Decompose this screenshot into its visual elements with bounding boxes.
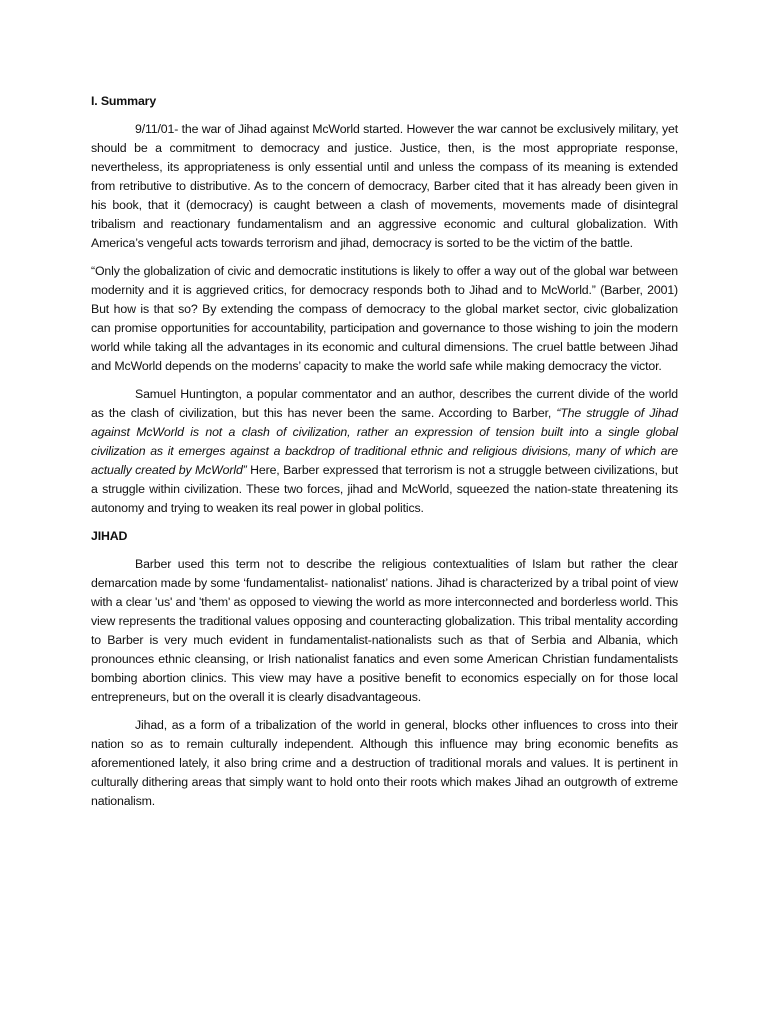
- barber-italic-quote: “The struggle of Jihad against McWorld is not a clash of civilization, rather an expression of tension built into a single global civilization as it emerges against a backdrop of traditional ethnic and religious divisions, many of which are actually created by McWorld”: [91, 406, 678, 477]
- paragraph-war-on-jihad: 9/11/01- the war of Jihad against McWorld started. However the war cannot be exclusively military, yet should be a commitment to democracy and justice. Justice, then, is the most appropriate response, nevertheless, its appropriateness is only essential until and unless the compass of its meaning is extended from retributive to distributive. As to the concern of democracy, Barber cited that it has already been given in his book, that it (democracy) is caught between a clash of movements, movements made of disintegral tribalism and reactionary fundamentalism and an aggressive economic and cultural globalization. With America’s vengeful acts towards terrorism and jihad, democracy is sorted to be the victim of the battle.: [91, 122, 678, 250]
- paragraph-jihad-definition: Barber used this term not to describe the religious contextualities of Islam but rather the clear demarcation made by some ‘fundamentalist- nationalist’ nations. Jihad is characterized by a tribal point of view with a clear 'us' and 'them' as opposed to viewing the world as more interconnected and borderless world. This view represents the traditional values opposing and counteracting globalization. This tribal mentality according to Barber is very much evident in fundamentalist-nationalists such as that of Serbia and Albania, which pronounces ethnic cleansing, or Irish nationalist fanatics and even some American Christian fundamentalists bombing abortion clinics. This view may have a positive benefit to economics especially on for those local entrepreneurs, but on the overall it is clearly disadvantageous.: [91, 557, 678, 704]
- huntington-text-before: Samuel Huntington, a popular commentator and an author, describes the current divide of the world as the clash of civilization, but this has never been the same. According to Barber,: [91, 387, 678, 420]
- paragraph-jihad-tribalization: Jihad, as a form of a tribalization of the world in general, blocks other influences to cross into their nation so as to remain culturally independent. Although this influence may bring economic benefits as aforementioned lately, it also bring crime and a destruction of traditional morals and values. It is pertinent in culturally dithering areas that simply want to hold onto their roots which makes Jihad an outgrowth of extreme nationalism.: [91, 718, 678, 808]
- document-page: [91, 92, 678, 820]
- huntington-text-after: Here, Barber expressed that terrorism is not a struggle between civilizations, but a struggle within civilization. These two forces, jihad and McWorld, squeezed the nation-state threatening its autonomy and trying to weaken its real power in global politics.: [91, 463, 679, 515]
- paragraph-huntington: [91, 385, 678, 518]
- summary-heading: I. Summary: [91, 94, 157, 108]
- paragraph-globalization-quote: “Only the globalization of civic and democratic institutions is likely to offer a way out of the global war between modernity and it is aggrieved critics, for democracy responds both to Jihad and to McWorld.” (Barber, 2001) But how is that so? By extending the compass of democracy to the global market sector, civic globalization can promise opportunities for accountability, participation and governance to those wishing to join the modern world while taking all the advantages in its economic and cultural dimensions. The cruel battle between Jihad and McWorld depends on the moderns’ capacity to make the world safe while making democracy the victor.: [91, 264, 678, 373]
- jihad-heading: JIHAD: [91, 529, 128, 543]
